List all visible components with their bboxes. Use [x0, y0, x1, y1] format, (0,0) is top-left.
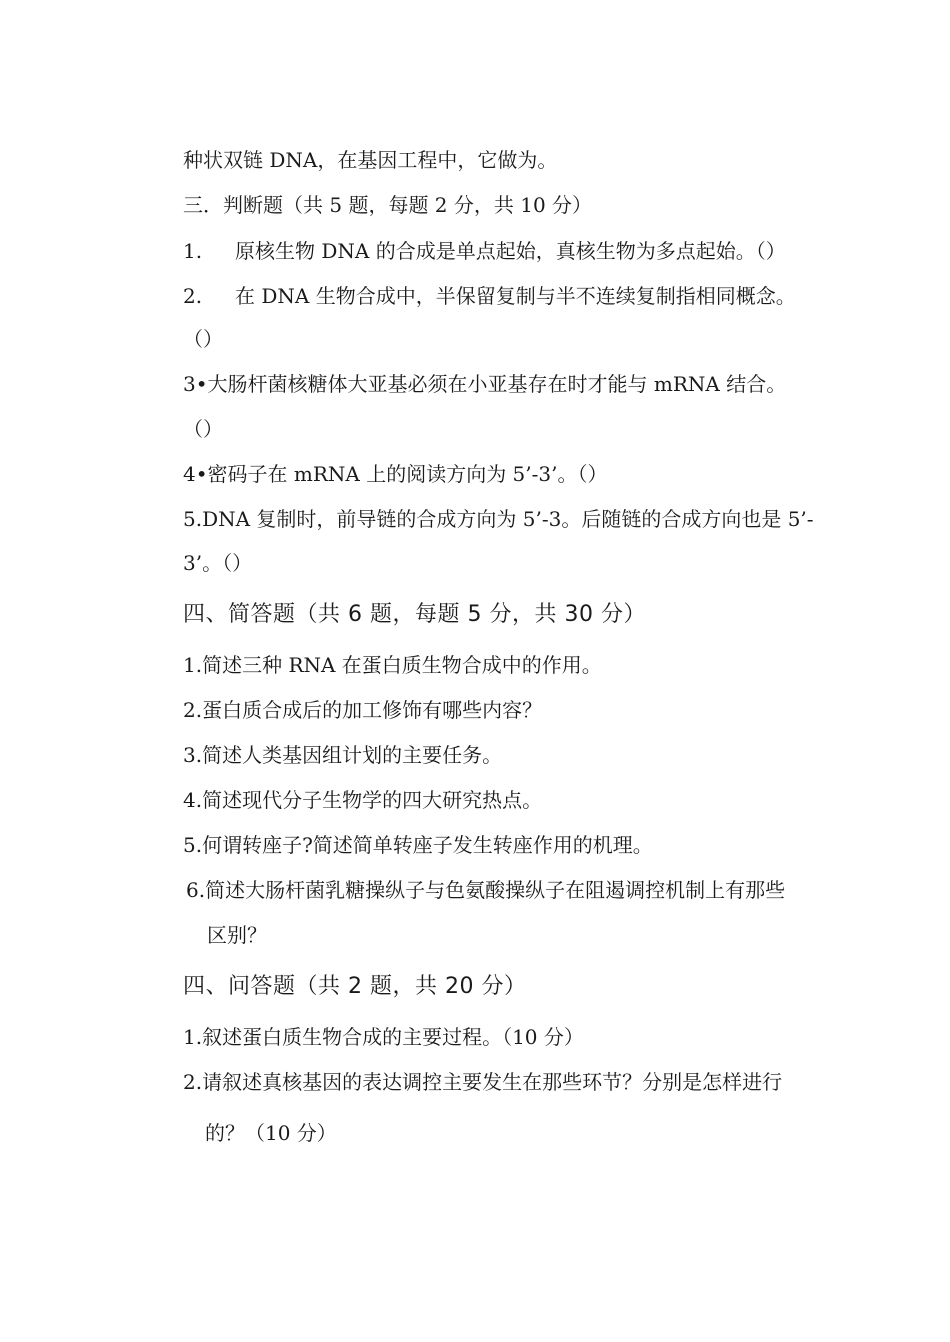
- judgement-item-2-brackets: （）: [183, 327, 223, 351]
- judgement-item-5-continuation: 3’。（）: [183, 551, 253, 575]
- section5-title: 四、问答题（共 2 题，共 20 分）: [183, 974, 527, 999]
- judgement-item-1: [183, 238, 786, 264]
- short-answer-item-4: 4.简述现代分子生物学的四大研究热点。: [183, 788, 543, 812]
- judgement-item-3-brackets: （）: [183, 417, 223, 441]
- judgement-item-4: 4•密码子在 mRNA 上的阅读方向为 5’-3’。（）: [183, 462, 608, 486]
- essay-item-2-continuation: 的？（10 分）: [205, 1121, 337, 1145]
- section4-title: 四、简答题（共 6 题，每题 5 分，共 30 分）: [183, 602, 646, 627]
- short-answer-item-6-continuation: 区别？: [207, 923, 267, 947]
- intro-line: 种状双链 DNA，在基因工程中，它做为。: [183, 148, 558, 172]
- short-answer-item-5: 5.何谓转座子?简述简单转座子发生转座作用的机理。: [183, 833, 653, 857]
- judgement-item-2: [183, 283, 796, 309]
- essay-item-2: 2.请叙述真核基因的表达调控主要发生在那些环节？分别是怎样进行: [183, 1070, 783, 1094]
- judgement-item-2-text: 在 DNA 生物合成中，半保留复制与半不连续复制指相同概念。: [235, 284, 796, 308]
- short-answer-item-6: 6.简述大肠杆菌乳糖操纵子与色氨酸操纵子在阻遏调控机制上有那些: [186, 878, 786, 902]
- judgement-item-1-text: 原核生物 DNA 的合成是单点起始，真核生物为多点起始。（）: [235, 239, 786, 263]
- essay-item-1: 1.叙述蛋白质生物合成的主要过程。（10 分）: [183, 1025, 584, 1049]
- judgement-item-3: 3•大肠杆菌核糖体大亚基必须在小亚基存在时才能与 mRNA 结合。: [183, 372, 787, 396]
- short-answer-item-1: 1.简述三种 RNA 在蛋白质生物合成中的作用。: [183, 653, 602, 677]
- section3-title: 三．判断题（共 5 题，每题 2 分，共 10 分）: [183, 193, 593, 217]
- judgement-item-5: 5.DNA 复制时，前导链的合成方向为 5’-3。后随链的合成方向也是 5’-: [183, 507, 814, 531]
- short-answer-item-2: 2.蛋白质合成后的加工修饰有哪些内容？: [183, 698, 543, 722]
- judgement-item-1-number: 1.: [183, 239, 203, 263]
- short-answer-item-3: 3.简述人类基因组计划的主要任务。: [183, 743, 503, 767]
- judgement-item-2-number: 2.: [183, 284, 203, 308]
